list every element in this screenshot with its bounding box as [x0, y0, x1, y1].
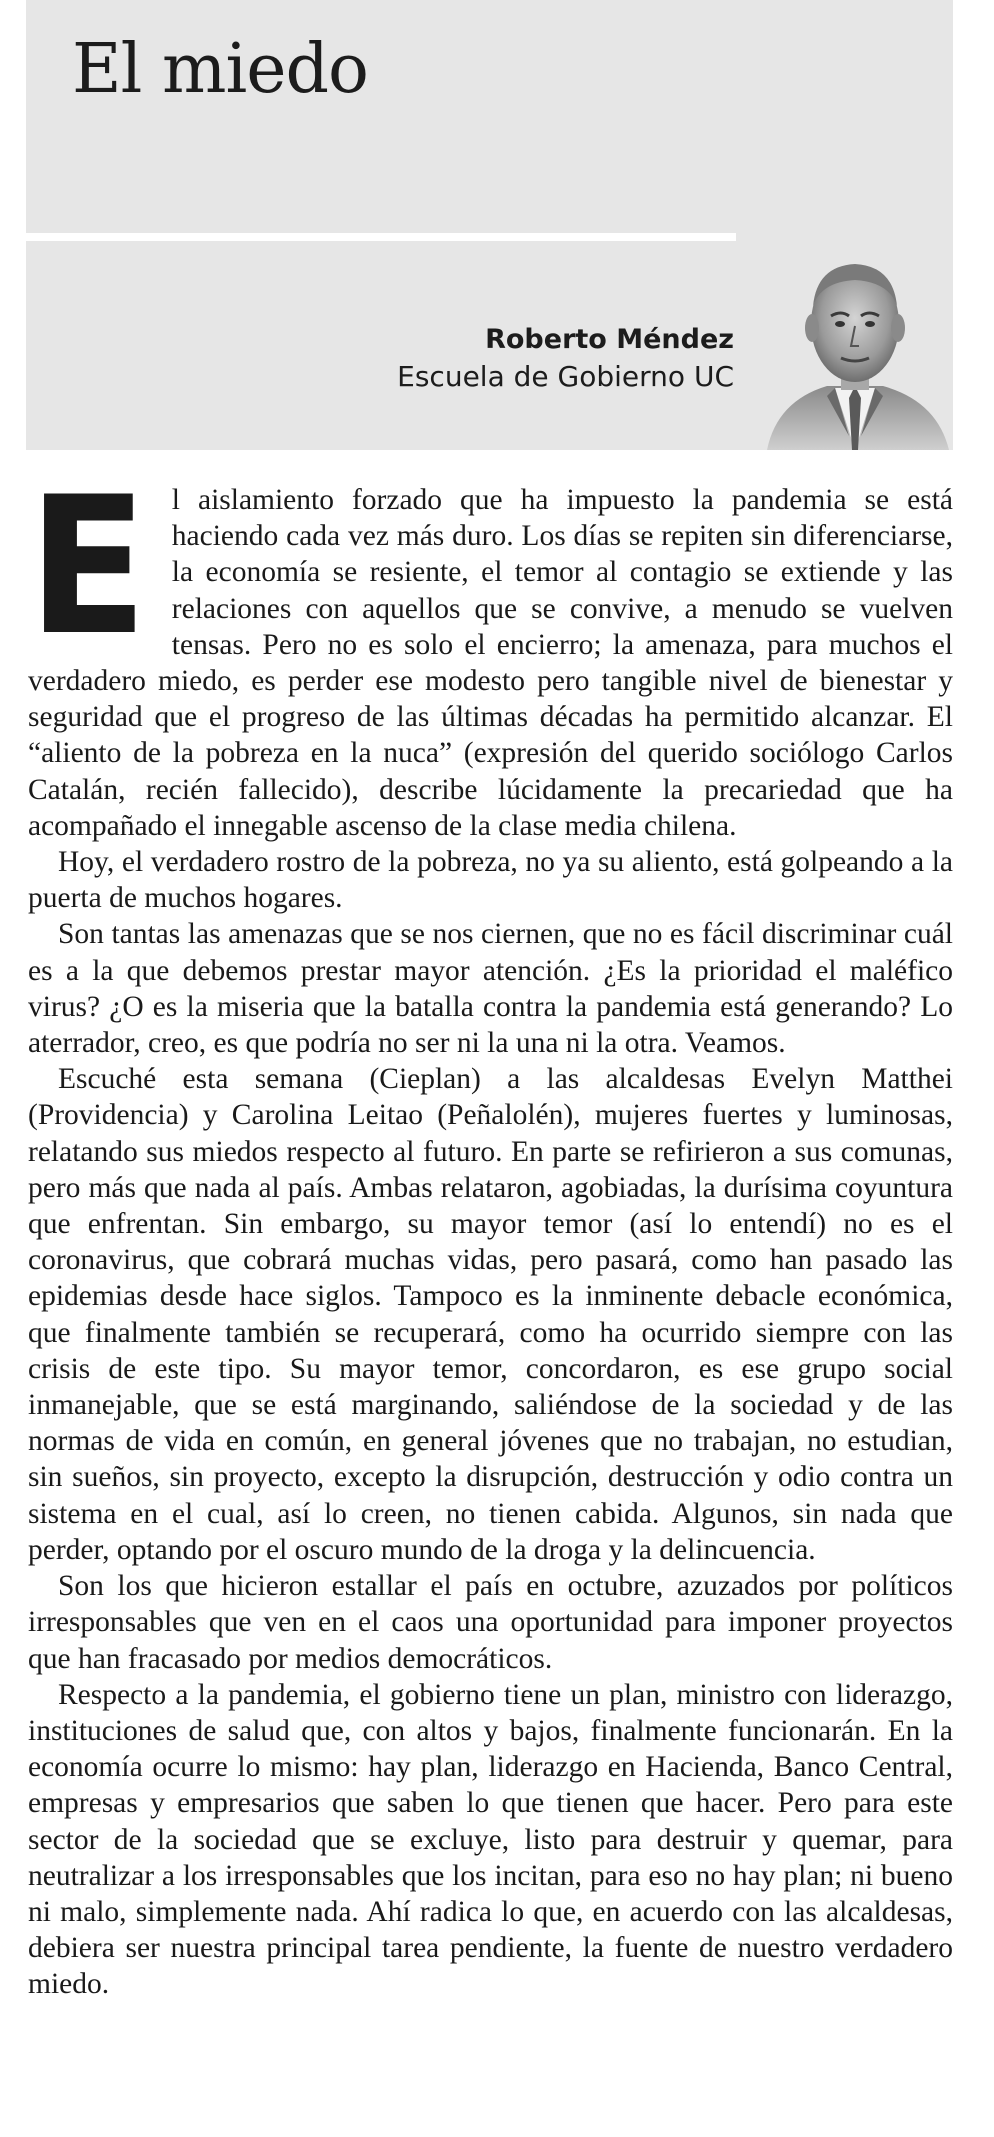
- paragraph-6: Respecto a la pandemia, el gobierno tiene un plan, ministro con liderazgo, instituciones de salud que, con altos y bajos, finalmente funcionarán. En la economía ocurre lo mismo: hay plan, liderazgo en Hacienda, Banco Central, empresas y empresarios que saben lo que tienen que hacer. Pero para este sector de la sociedad que se excluye, listo para destruir y quemar, para neutralizar a los irresponsables que los incitan, para eso no hay plan; ni bueno ni malo, simplemente nada. Ahí radica lo que, en acuerdo con las alcaldesas, debiera ser nuestra principal tarea pendiente, la fuente de nuestro verdadero miedo.: [28, 1678, 953, 2001]
- author-portrait: [757, 236, 953, 450]
- drop-cap: E: [28, 456, 148, 677]
- paragraph-3: Son tantas las amenazas que se nos ciernen, que no es fácil discriminar cuál es a la que debemos prestar mayor atención. ¿Es la prioridad el maléfico virus? ¿O es la miseria que la batalla contra la pandemia está generando? Lo aterrador, creo, es que podría no ser ni la una ni la otra. Veamos.: [28, 918, 953, 1060]
- paragraph-1: [28, 456, 953, 844]
- paragraph-2: Hoy, el verdadero rostro de la pobreza, no ya su aliento, está golpeando a la puerta de muchos hogares.: [28, 846, 953, 915]
- article-title: El miedo: [72, 30, 368, 109]
- paragraph-5: Son los que hicieron estallar el país en octubre, azuzados por políticos irresponsables que ven en el caos una oportunidad para imponer proyectos que han fracasado por medios democráticos.: [28, 1570, 953, 1675]
- author-affiliation: Escuela de Gobierno UC: [397, 360, 734, 393]
- article-body: [28, 456, 953, 2003]
- paragraph-1-text: l aislamiento forzado que ha impuesto la pandemia se está haciendo cada vez más duro. Los días se repiten sin diferenciarse, la economía se resiente, el temor al contagio se extiende y las relaciones con aquellos que se convive, a menudo se vuelven tensas. Pero no es solo el encierro; la amenaza, para muchos el verdadero miedo, es perder ese modesto pero tangible nivel de bienestar y seguridad que el progreso de las últimas décadas ha permitido alcanzar. El “aliento de la pobreza en la nuca” (expresión del querido sociólogo Carlos Catalán, recién fallecido), describe lúcidamente la precariedad que ha acompañado el innegable ascenso de la clase media chilena.: [28, 484, 953, 842]
- paragraph-4: Escuché esta semana (Cieplan) a las alcaldesas Evelyn Matthei (Providencia) y Carolina Leitao (Peñalolén), mujeres fuertes y luminosas, relatando sus miedos respecto al futuro. En parte se refirieron a sus comunas, pero más que nada al país. Ambas relataron, agobiadas, la durísima coyuntura que enfrentan. Sin embargo, su mayor temor (así lo entendí) no es el coronavirus, que cobrará muchas vidas, pero pasará, como han pasado las epidemias desde hace siglos. Tampoco es la inminente debacle económica, que finalmente también se recuperará, como ha ocurrido siempre con las crisis de este tipo. Su mayor temor, concordaron, es ese grupo social inmanejable, que se está marginando, saliéndose de la sociedad y de las normas de vida en común, en general jóvenes que no trabajan, no estudian, sin sueños, sin proyecto, excepto la disrupción, destrucción y odio contra un sistema en el cual, así lo creen, no tienen cabida. Algunos, sin nada que perder, optando por el oscuro mundo de la droga y la delincuencia.: [28, 1063, 953, 1566]
- author-name: Roberto Méndez: [485, 324, 734, 355]
- title-divider: [26, 233, 736, 241]
